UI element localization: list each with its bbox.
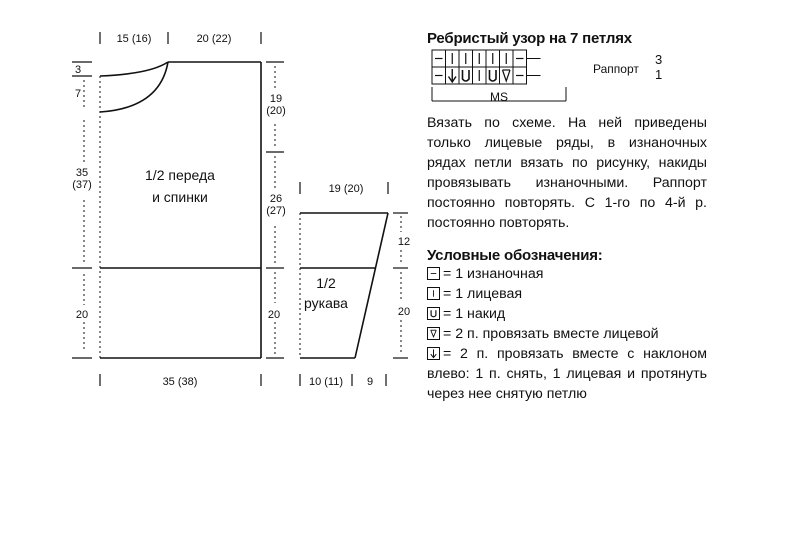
knit-symbol-icon [427,287,440,300]
yarn-over-symbol-icon [427,307,440,320]
sleeve-dim-lower-height: 20 [397,306,411,318]
dim-neck-width: 15 (16) [116,33,152,45]
sleeve-side-line [355,213,388,358]
purl-symbol-icon [427,267,440,280]
stitch-cell-knit [459,50,473,67]
stitch-cell-purl [432,50,446,67]
stitch-cell-yarn-over [459,67,473,84]
legend-item-text: = 1 изнаночная [443,266,544,282]
stitch-cell-purl [513,50,527,67]
sleeve-piece [300,182,410,388]
sleeve-label-line2: рукава [304,295,348,311]
legend-item-text: = 2 п. провязать вместе лицевой [443,326,659,342]
row-number-1: 1 [655,67,663,82]
stitch-cell-knit [446,50,460,67]
legend-list [427,264,707,404]
pattern-description: Вязать по схеме. На ней приведены только лицевые ряды, в изнаночных рядах петли вязать по рисунку, накиды провязывать изнаночными. Раппорт постоянно повторять. С 1-го по 4-й р. постоянно повторять. [427,115,707,231]
stitch-chart-grid [427,49,707,107]
ms-label: MS [490,90,508,104]
sleeve-label-line1: 1/2 [316,275,336,291]
legend-item-text: = 2 п. провязать вместе с наклоном влево: 1 п. снять, 1 лицевая и протянуть через нее снятую петлю [427,346,707,402]
sleeve-dim-upper-height: 12 [397,236,411,248]
dim-right-armhole: 19 (20) [266,93,286,117]
legend-item [427,264,707,284]
stitch-cell-k2tog [500,67,514,84]
legend-item-text: = 1 накид [443,306,506,322]
row-number-3: 3 [655,52,663,67]
dim-right-middle: 26 (27) [266,193,286,217]
body-piece-label-line2: и спинки [152,189,208,205]
legend-item [427,344,707,404]
body-piece-label-line1: 1/2 переда [145,167,215,183]
dim-left-lower-height: 20 [75,309,89,321]
body-neckline-back [100,62,168,112]
stitch-cell-knit [500,50,514,67]
dim-left-upper-height: 35 (37) [72,167,92,191]
pattern-title: Ребристый узор на 7 петлях [427,30,632,47]
dim-neck-depth-front: 3 [74,64,82,76]
stitch-cell-purl [513,67,527,84]
sleeve-dim-bottom-extra: 9 [366,376,374,388]
stitch-cell-yarn-over [486,67,500,84]
body-piece [72,32,286,388]
stitch-cell-purl [432,67,446,84]
dim-bottom-width: 35 (38) [162,376,198,388]
stitch-cell-knit [473,50,487,67]
stitch-cell-knit [473,67,487,84]
dim-shoulder-width: 20 (22) [196,33,232,45]
k2tog-left-symbol-icon [427,347,440,360]
legend-item [427,324,707,344]
legend-item-text: = 1 лицевая [443,286,523,302]
stitch-cell-knit [486,50,500,67]
dim-right-lower: 20 [267,309,281,321]
body-neckline-front [100,62,168,76]
stitch-cell-k2tog-left [446,67,460,84]
k2tog-symbol-icon [427,327,440,340]
rapport-label: Раппорт [593,62,639,76]
legend-item [427,304,707,324]
legend-title: Условные обозначения: [427,247,603,264]
stitch-chart [427,49,707,107]
dim-neck-depth-back: 7 [74,88,82,100]
legend-item [427,284,707,304]
sleeve-dim-top-width: 19 (20) [328,183,364,195]
sleeve-dim-bottom-width: 10 (11) [308,376,344,388]
pattern-legend-panel [427,30,707,404]
